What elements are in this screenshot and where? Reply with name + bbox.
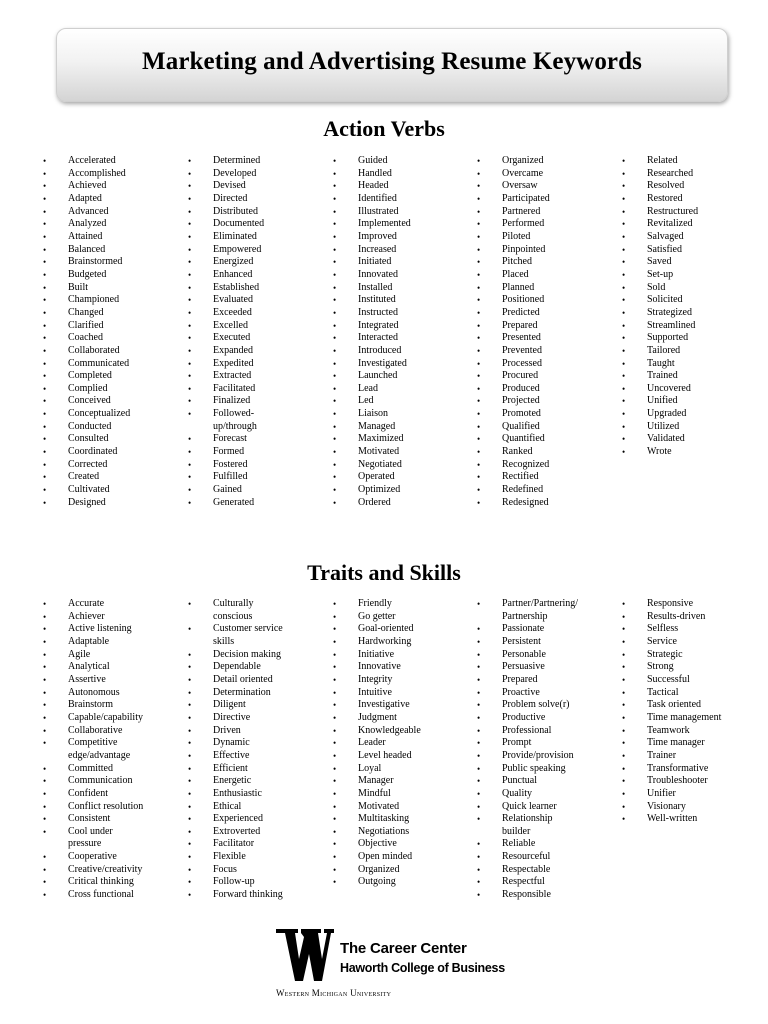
keyword-item: • Well-written xyxy=(622,813,762,826)
keyword-item: • Resolved xyxy=(622,180,762,193)
page-title: Marketing and Advertising Resume Keywords xyxy=(142,48,642,75)
traits-skills-list xyxy=(0,598,768,901)
keyword-item: • Initiated xyxy=(333,256,473,269)
keyword-item: • Integrity xyxy=(333,674,473,687)
keyword-item: • Cross functional xyxy=(43,889,183,902)
university-name: Western Michigan University xyxy=(276,988,392,998)
keyword-item: • Exceeded xyxy=(188,307,328,320)
keyword-item: • Improved xyxy=(333,231,473,244)
keyword-item: • Distributed xyxy=(188,206,328,219)
keyword-item: • Investigated xyxy=(333,358,473,371)
keyword-item: • Eliminated xyxy=(188,231,328,244)
keyword-item: • Integrated xyxy=(333,320,473,333)
keyword-item: • Responsive xyxy=(622,598,762,611)
keyword-item: • Outgoing xyxy=(333,876,473,889)
keyword-item: • Proactive xyxy=(477,687,617,700)
keyword-item: • Problem solve(r) xyxy=(477,699,617,712)
keyword-item: • Tailored xyxy=(622,345,762,358)
keyword-item: • Evaluated xyxy=(188,294,328,307)
keyword-item: • Executed xyxy=(188,332,328,345)
keyword-item: • Instructed xyxy=(333,307,473,320)
keyword-item: • Solicited xyxy=(622,294,762,307)
keyword-item: • Customer service skills xyxy=(188,623,328,648)
keyword-item: • Energized xyxy=(188,256,328,269)
keyword-item: • Launched xyxy=(333,370,473,383)
keyword-item: • Saved xyxy=(622,256,762,269)
keyword-item: • Promoted xyxy=(477,408,617,421)
keyword-item: • Critical thinking xyxy=(43,876,183,889)
traits-skills-column xyxy=(188,598,328,902)
action-verbs-column xyxy=(43,155,183,509)
keyword-item: • Restored xyxy=(622,193,762,206)
keyword-item: • Participated xyxy=(477,193,617,206)
keyword-item: • Detail oriented xyxy=(188,674,328,687)
keyword-item: • Partner/Partnering/ Partnership xyxy=(477,598,617,623)
keyword-item: • Follow-up xyxy=(188,876,328,889)
keyword-item: • Teamwork xyxy=(622,725,762,738)
keyword-item: • Led xyxy=(333,395,473,408)
keyword-item: • Procured xyxy=(477,370,617,383)
keyword-item: • Successful xyxy=(622,674,762,687)
keyword-item: • Relationship builder xyxy=(477,813,617,838)
keyword-item: • Coordinated xyxy=(43,446,183,459)
keyword-item: • Instituted xyxy=(333,294,473,307)
keyword-item: • Upgraded xyxy=(622,408,762,421)
keyword-item: • Partnered xyxy=(477,206,617,219)
keyword-item: • Forward thinking xyxy=(188,889,328,902)
keyword-item: • Transformative xyxy=(622,763,762,776)
keyword-item: • Conducted xyxy=(43,421,183,434)
keyword-item: • Oversaw xyxy=(477,180,617,193)
keyword-item: • Redesigned xyxy=(477,497,617,510)
keyword-item: • Balanced xyxy=(43,244,183,257)
keyword-item: • Decision making xyxy=(188,649,328,662)
keyword-item: • Identified xyxy=(333,193,473,206)
keyword-item: • Accelerated xyxy=(43,155,183,168)
keyword-item: • Devised xyxy=(188,180,328,193)
keyword-item: • Produced xyxy=(477,383,617,396)
wmu-w-logo-icon xyxy=(276,929,334,981)
keyword-item: • Directed xyxy=(188,193,328,206)
keyword-item: • Satisfied xyxy=(622,244,762,257)
action-verbs-heading: Action Verbs xyxy=(323,116,445,141)
keyword-item: • Built xyxy=(43,282,183,295)
keyword-item: • Quality xyxy=(477,788,617,801)
keyword-item: • Enthusiastic xyxy=(188,788,328,801)
keyword-item: • Communicated xyxy=(43,358,183,371)
keyword-item: • Consulted xyxy=(43,433,183,446)
keyword-item: • Conflict resolution xyxy=(43,801,183,814)
keyword-item: • Taught xyxy=(622,358,762,371)
keyword-item: • Redefined xyxy=(477,484,617,497)
keyword-item: • Changed xyxy=(43,307,183,320)
keyword-item: • Projected xyxy=(477,395,617,408)
keyword-item: • Sold xyxy=(622,282,762,295)
keyword-item: • Established xyxy=(188,282,328,295)
keyword-item: • Dependable xyxy=(188,661,328,674)
keyword-item: • Innovated xyxy=(333,269,473,282)
keyword-item: • Intuitive xyxy=(333,687,473,700)
keyword-item: • Results-driven xyxy=(622,611,762,624)
keyword-item: • Competitive edge/advantage xyxy=(43,737,183,762)
keyword-item: • Uncovered xyxy=(622,383,762,396)
keyword-item: • Productive xyxy=(477,712,617,725)
keyword-item: • Public speaking xyxy=(477,763,617,776)
keyword-item: • Organized xyxy=(333,864,473,877)
keyword-item: • Knowledgeable xyxy=(333,725,473,738)
keyword-item: • Conceptualized xyxy=(43,408,183,421)
keyword-item: • Time management xyxy=(622,712,762,725)
keyword-item: • Resourceful xyxy=(477,851,617,864)
action-verbs-column xyxy=(188,155,328,509)
keyword-item: • Strategic xyxy=(622,649,762,662)
keyword-item: • Capable/capability xyxy=(43,712,183,725)
keyword-item: • Handled xyxy=(333,168,473,181)
keyword-item: • Dynamic xyxy=(188,737,328,750)
keyword-item: • Analytical xyxy=(43,661,183,674)
keyword-item: • Created xyxy=(43,471,183,484)
keyword-item: • Placed xyxy=(477,269,617,282)
keyword-item: • Installed xyxy=(333,282,473,295)
keyword-item: • Initiative xyxy=(333,649,473,662)
keyword-item: • Planned xyxy=(477,282,617,295)
keyword-item: • Recognized xyxy=(477,459,617,472)
keyword-item: • Investigative xyxy=(333,699,473,712)
traits-skills-column xyxy=(622,598,762,826)
keyword-item: • Forecast xyxy=(188,433,328,446)
keyword-item: • Cooperative xyxy=(43,851,183,864)
keyword-item: • Directive xyxy=(188,712,328,725)
keyword-item: • Troubleshooter xyxy=(622,775,762,788)
keyword-item: • Designed xyxy=(43,497,183,510)
keyword-item: • Excelled xyxy=(188,320,328,333)
keyword-item: • Ranked xyxy=(477,446,617,459)
keyword-item: • Ordered xyxy=(333,497,473,510)
keyword-item: • Confident xyxy=(43,788,183,801)
keyword-item: • Culturally conscious xyxy=(188,598,328,623)
keyword-item: • Championed xyxy=(43,294,183,307)
keyword-item: • Fulfilled xyxy=(188,471,328,484)
keyword-item: • Facilitated xyxy=(188,383,328,396)
keyword-item: • Achiever xyxy=(43,611,183,624)
keyword-item: • Driven xyxy=(188,725,328,738)
keyword-item: • Increased xyxy=(333,244,473,257)
action-verbs-column xyxy=(622,155,762,459)
keyword-item: • Provide/provision xyxy=(477,750,617,763)
keyword-item: • Effective xyxy=(188,750,328,763)
keyword-item: • Committed xyxy=(43,763,183,776)
keyword-item: • Visionary xyxy=(622,801,762,814)
keyword-item: • Respectful xyxy=(477,876,617,889)
keyword-item: • Empowered xyxy=(188,244,328,257)
keyword-item: • Maximized xyxy=(333,433,473,446)
keyword-item: • Tactical xyxy=(622,687,762,700)
keyword-item: • Gained xyxy=(188,484,328,497)
keyword-item: • Managed xyxy=(333,421,473,434)
traits-skills-column xyxy=(43,598,183,902)
keyword-item: • Mindful xyxy=(333,788,473,801)
keyword-item: • Presented xyxy=(477,332,617,345)
keyword-item: • Supported xyxy=(622,332,762,345)
keyword-item: • Leader xyxy=(333,737,473,750)
keyword-item: • Autonomous xyxy=(43,687,183,700)
keyword-item: • Expanded xyxy=(188,345,328,358)
keyword-item: • Active listening xyxy=(43,623,183,636)
keyword-item: • Introduced xyxy=(333,345,473,358)
keyword-item: • Motivated xyxy=(333,446,473,459)
keyword-item: • Performed xyxy=(477,218,617,231)
keyword-item: • Persuasive xyxy=(477,661,617,674)
keyword-item: • Focus xyxy=(188,864,328,877)
title-banner xyxy=(56,28,728,102)
keyword-item: • Implemented xyxy=(333,218,473,231)
keyword-item: • Restructured xyxy=(622,206,762,219)
keyword-item: • Piloted xyxy=(477,231,617,244)
keyword-item: • Determination xyxy=(188,687,328,700)
keyword-item: • Strategized xyxy=(622,307,762,320)
keyword-item: • Clarified xyxy=(43,320,183,333)
keyword-item: • Multitasking xyxy=(333,813,473,826)
keyword-item: • Operated xyxy=(333,471,473,484)
keyword-item: • Prepared xyxy=(477,320,617,333)
keyword-item: • Hardworking xyxy=(333,636,473,649)
keyword-item: • Analyzed xyxy=(43,218,183,231)
keyword-item: • Ethical xyxy=(188,801,328,814)
keyword-item: • Related xyxy=(622,155,762,168)
keyword-item: • Diligent xyxy=(188,699,328,712)
keyword-item: • Collaborated xyxy=(43,345,183,358)
keyword-item: • Adapted xyxy=(43,193,183,206)
keyword-item: • Efficient xyxy=(188,763,328,776)
keyword-item: • Unified xyxy=(622,395,762,408)
keyword-item: • Researched xyxy=(622,168,762,181)
keyword-item: • Time manager xyxy=(622,737,762,750)
keyword-item: • Responsible xyxy=(477,889,617,902)
keyword-item: • Fostered xyxy=(188,459,328,472)
keyword-item: • Determined xyxy=(188,155,328,168)
keyword-item: • Lead xyxy=(333,383,473,396)
keyword-item: • Reliable xyxy=(477,838,617,851)
traits-skills-heading: Traits and Skills xyxy=(307,560,461,585)
keyword-item: • Validated xyxy=(622,433,762,446)
keyword-item: • Salvaged xyxy=(622,231,762,244)
keyword-item: • Persistent xyxy=(477,636,617,649)
keyword-item: • Processed xyxy=(477,358,617,371)
keyword-item: • Positioned xyxy=(477,294,617,307)
keyword-item: • Completed xyxy=(43,370,183,383)
keyword-item: • Personable xyxy=(477,649,617,662)
keyword-item: • Optimized xyxy=(333,484,473,497)
keyword-item: • Wrote xyxy=(622,446,762,459)
keyword-item: • Trainer xyxy=(622,750,762,763)
keyword-item: • Generated xyxy=(188,497,328,510)
keyword-item: • Adaptable xyxy=(43,636,183,649)
keyword-item: • Conceived xyxy=(43,395,183,408)
keyword-item: • Flexible xyxy=(188,851,328,864)
keyword-item: • Revitalized xyxy=(622,218,762,231)
keyword-item: • Negotiations xyxy=(333,826,473,839)
keyword-item: • Complied xyxy=(43,383,183,396)
career-center-logo xyxy=(276,926,506,1006)
keyword-item: • Qualified xyxy=(477,421,617,434)
keyword-item: • Consistent xyxy=(43,813,183,826)
keyword-item: • Utilized xyxy=(622,421,762,434)
keyword-item: • Guided xyxy=(333,155,473,168)
keyword-item: • Predicted xyxy=(477,307,617,320)
keyword-item: • Punctual xyxy=(477,775,617,788)
action-verbs-column xyxy=(477,155,617,509)
keyword-item: • Followed- up/through xyxy=(188,408,328,433)
keyword-item: • Attained xyxy=(43,231,183,244)
keyword-item: • Extroverted xyxy=(188,826,328,839)
keyword-item: • Pitched xyxy=(477,256,617,269)
keyword-item: • Communication xyxy=(43,775,183,788)
keyword-item: • Expedited xyxy=(188,358,328,371)
keyword-item: • Professional xyxy=(477,725,617,738)
keyword-item: • Quantified xyxy=(477,433,617,446)
keyword-item: • Prepared xyxy=(477,674,617,687)
keyword-item: • Judgment xyxy=(333,712,473,725)
keyword-item: • Service xyxy=(622,636,762,649)
keyword-item: • Selfless xyxy=(622,623,762,636)
keyword-item: • Headed xyxy=(333,180,473,193)
career-center-name: The Career Center xyxy=(340,940,467,957)
keyword-item: • Strong xyxy=(622,661,762,674)
keyword-item: • Formed xyxy=(188,446,328,459)
keyword-item: • Negotiated xyxy=(333,459,473,472)
keyword-item: • Go getter xyxy=(333,611,473,624)
keyword-item: • Extracted xyxy=(188,370,328,383)
keyword-item: • Task oriented xyxy=(622,699,762,712)
keyword-item: • Level headed xyxy=(333,750,473,763)
keyword-item: • Liaison xyxy=(333,408,473,421)
keyword-item: • Trained xyxy=(622,370,762,383)
keyword-item: • Accurate xyxy=(43,598,183,611)
keyword-item: • Passionate xyxy=(477,623,617,636)
keyword-item: • Enhanced xyxy=(188,269,328,282)
traits-skills-column xyxy=(333,598,473,889)
keyword-item: • Experienced xyxy=(188,813,328,826)
keyword-item: • Illustrated xyxy=(333,206,473,219)
keyword-item: • Interacted xyxy=(333,332,473,345)
keyword-item: • Energetic xyxy=(188,775,328,788)
keyword-item: • Loyal xyxy=(333,763,473,776)
keyword-item: • Accomplished xyxy=(43,168,183,181)
keyword-item: • Prompt xyxy=(477,737,617,750)
keyword-item: • Respectable xyxy=(477,864,617,877)
keyword-item: • Facilitator xyxy=(188,838,328,851)
keyword-item: • Set-up xyxy=(622,269,762,282)
keyword-item: • Documented xyxy=(188,218,328,231)
keyword-item: • Motivated xyxy=(333,801,473,814)
keyword-item: • Finalized xyxy=(188,395,328,408)
keyword-item: • Innovative xyxy=(333,661,473,674)
keyword-item: • Agile xyxy=(43,649,183,662)
keyword-item: • Streamlined xyxy=(622,320,762,333)
keyword-item: • Pinpointed xyxy=(477,244,617,257)
keyword-item: • Manager xyxy=(333,775,473,788)
keyword-item: • Cultivated xyxy=(43,484,183,497)
keyword-item: • Brainstormed xyxy=(43,256,183,269)
keyword-item: • Brainstorm xyxy=(43,699,183,712)
keyword-item: • Achieved xyxy=(43,180,183,193)
traits-skills-column xyxy=(477,598,617,902)
keyword-item: • Budgeted xyxy=(43,269,183,282)
keyword-item: • Objective xyxy=(333,838,473,851)
keyword-item: • Goal-oriented xyxy=(333,623,473,636)
keyword-item: • Friendly xyxy=(333,598,473,611)
keyword-item: • Advanced xyxy=(43,206,183,219)
keyword-item: • Collaborative xyxy=(43,725,183,738)
action-verbs-list xyxy=(0,155,768,508)
keyword-item: • Overcame xyxy=(477,168,617,181)
keyword-item: • Creative/creativity xyxy=(43,864,183,877)
keyword-item: • Prevented xyxy=(477,345,617,358)
action-verbs-column xyxy=(333,155,473,509)
college-name: Haworth College of Business xyxy=(340,961,505,975)
keyword-item: • Coached xyxy=(43,332,183,345)
keyword-item: • Corrected xyxy=(43,459,183,472)
keyword-item: • Open minded xyxy=(333,851,473,864)
keyword-item: • Developed xyxy=(188,168,328,181)
keyword-item: • Rectified xyxy=(477,471,617,484)
keyword-item: • Organized xyxy=(477,155,617,168)
keyword-item: • Unifier xyxy=(622,788,762,801)
keyword-item: • Cool under pressure xyxy=(43,826,183,851)
keyword-item: • Quick learner xyxy=(477,801,617,814)
keyword-item: • Assertive xyxy=(43,674,183,687)
